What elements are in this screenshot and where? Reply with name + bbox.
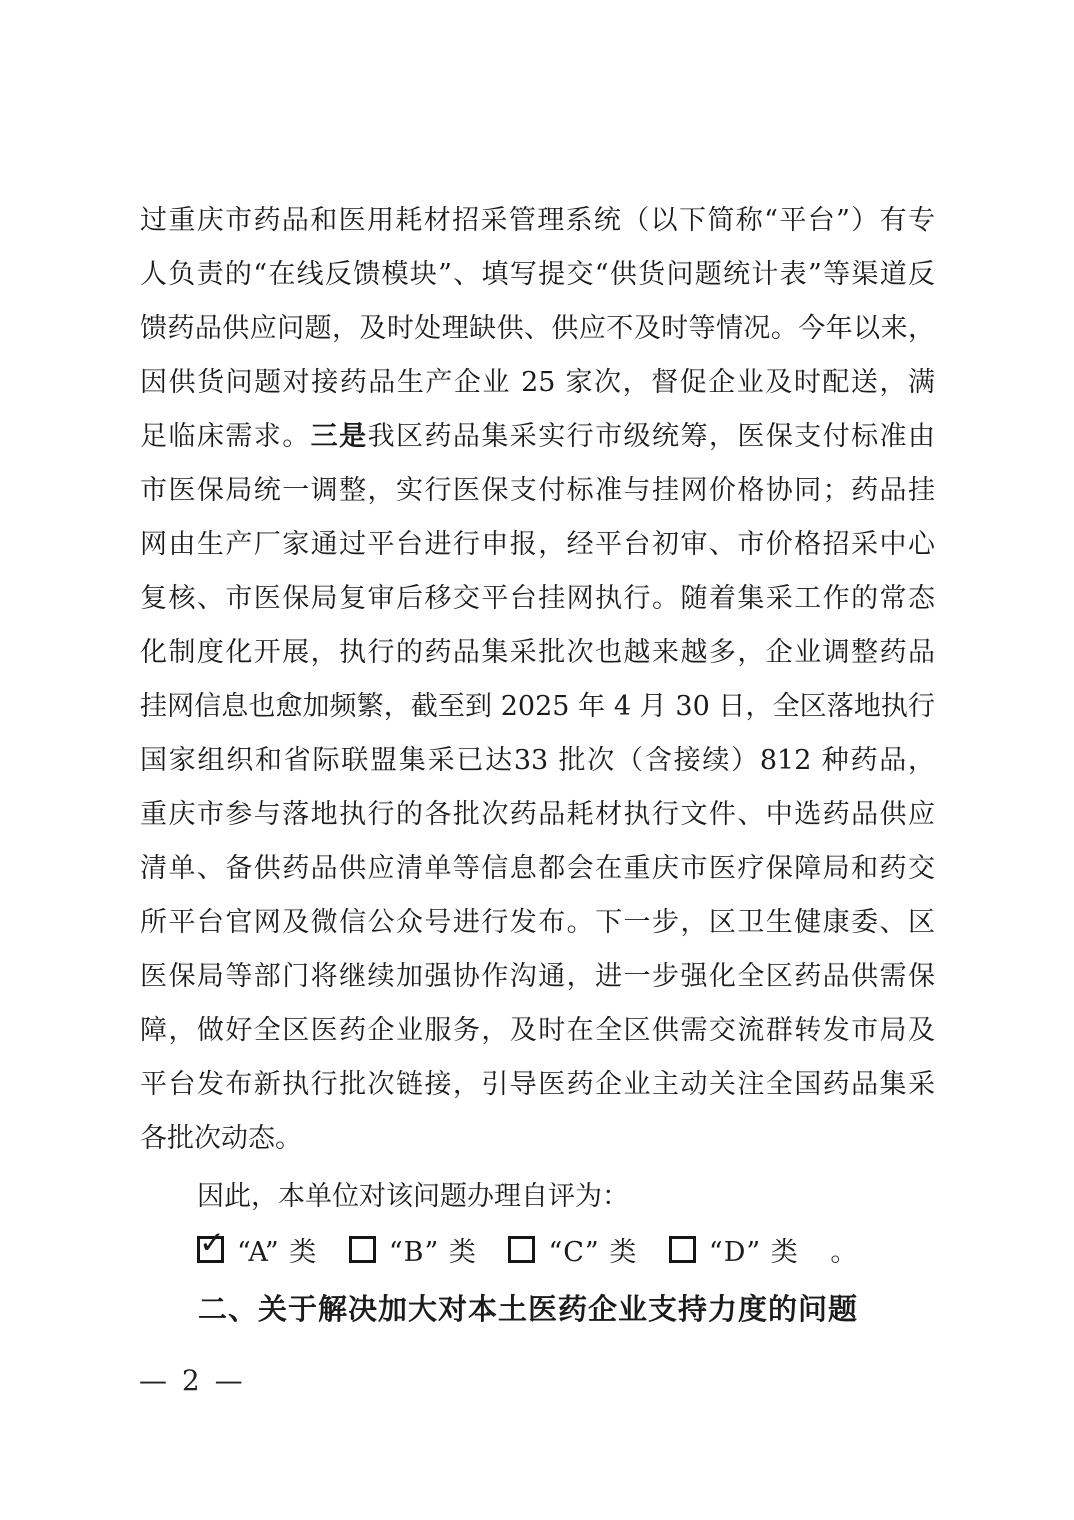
body-line [140,302,935,356]
body-text-segment: 平台发布新执行批次链接，引导医药企业主动关注全国药品集采 [140,1069,935,1100]
self-evaluation-intro: 因此，本单位对该问题办理自评为： [197,1181,629,1212]
body-text-segment: 网由生产厂家通过平台进行申报，经平台初审、市价格招采中心 [140,529,935,560]
body-line [140,1004,935,1058]
body-text-segment: 障，做好全区医药企业服务，及时在全区供需交流群转发市局及 [140,1015,935,1046]
body-text-segment: 化制度化开展，执行的药品集采批次也越来越多，企业调整药品 [140,637,935,668]
body-line [140,842,935,896]
option-d [669,1237,807,1268]
option-d-label: “D” 类 [708,1237,799,1268]
document-text-block [140,194,935,1336]
body-line [140,734,935,788]
body-text-segment: 重庆市参与落地执行的各批次药品耗材执行文件、中选药品供应 [140,799,935,830]
body-paragraph [140,194,935,1166]
body-text-segment: 足临床需求。 [140,421,311,452]
body-line [140,1112,935,1166]
body-line [140,896,935,950]
body-line [140,248,935,302]
option-a-label: “A” 类 [237,1237,318,1268]
option-b [349,1237,486,1268]
body-text-segment: 市医保局统一调整，实行医保支付标准与挂网价格协同；药品挂 [140,475,935,506]
body-text-segment: 所平台官网及微信公众号进行发布。下一步，区卫生健康委、区 [140,907,935,938]
body-line [140,626,935,680]
body-text-segment: 挂网信息也愈加频繁，截至到 2025 年 4 月 30 日，全区落地执行 [140,691,935,722]
option-c [508,1237,645,1268]
body-text-segment: 国家组织和省际联盟集采已达33 批次（含接续）812 种药品， [140,745,935,776]
body-text-segment: 人负责的“在线反馈模块”、填写提交“供货问题统计表”等渠道反 [140,259,935,290]
body-text-segment: 复核、市医保局复审后移交平台挂网执行。随着集采工作的常态 [140,583,935,614]
evaluation-options-line [140,1226,935,1280]
option-a [197,1225,326,1268]
body-text-segment: 因供货问题对接药品生产企业 25 家次，督促企业及时配送，满 [140,367,935,398]
checkbox-checked-icon [197,1225,225,1263]
body-line [140,572,935,626]
body-line [140,518,935,572]
body-line [140,410,935,464]
checkbox-empty-icon [349,1236,376,1263]
body-line [140,950,935,1004]
body-line [140,356,935,410]
body-text-segment: 馈药品供应问题，及时处理缺供、供应不及时等情况。今年以来， [140,313,935,344]
body-text-segment: 医保局等部门将继续加强协作沟通，进一步强化全区药品供需保 [140,961,935,992]
option-c-label: “C” 类 [548,1237,638,1268]
body-line [140,680,935,734]
page-number: — 2 — [139,1364,246,1397]
option-b-label: “B” 类 [388,1237,477,1268]
body-line [140,194,935,248]
body-text-segment: 我区药品集采实行市级统筹，医保支付标准由 [367,421,936,452]
options-terminator: 。 [830,1237,858,1268]
body-text-segment: 清单、备供药品供应清单等信息都会在重庆市医疗保障局和药交 [140,853,935,884]
checkbox-empty-icon [669,1236,696,1263]
checkbox-empty-icon [508,1236,535,1263]
body-line [140,464,935,518]
body-line [140,788,935,842]
body-text-segment: 过重庆市药品和医用耗材招采管理系统（以下简称“平台”）有专 [140,205,935,236]
section-heading: 二、关于解决加大对本土医药企业支持力度的问题 [198,1292,859,1326]
check-mark-icon: ✓ [199,1225,225,1261]
emphasis-text: 三是 [310,421,368,452]
body-line [140,1058,935,1112]
body-text-segment: 各批次动态。 [140,1123,302,1154]
